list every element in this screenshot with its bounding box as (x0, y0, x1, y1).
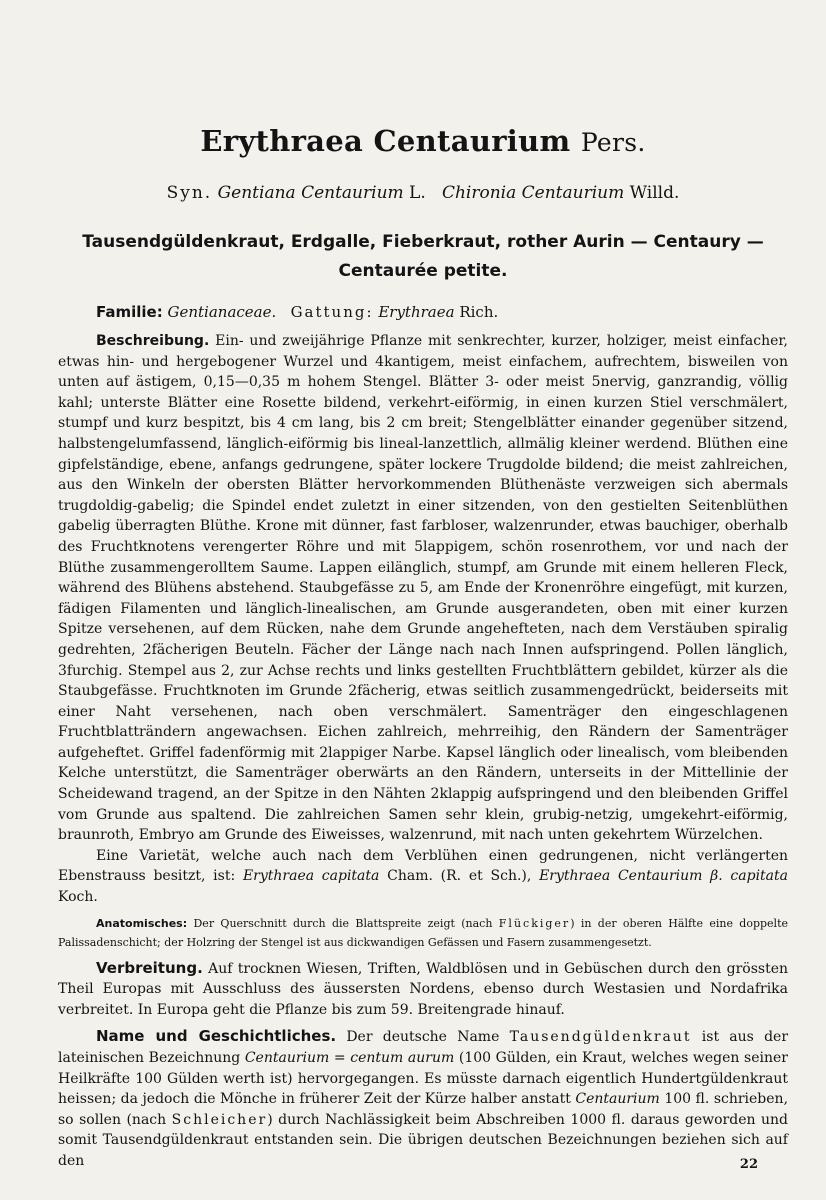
verbreitung-text: Auf trocknen Wiesen, Triften, Waldblösen und in Gebüschen durch den grössten Theil Europas mit Ausschluss des äussersten Nordens, ebenso durch Westasien und Nordafrika verbreitet. In Europa geht die Pflanze bis zum 59. Breitengrade hinauf. (58, 960, 788, 1018)
synonym-1: Gentiana Centaurium (217, 183, 404, 203)
family-value: Gentianaceae. (167, 303, 277, 321)
page-number: 22 (739, 1157, 758, 1172)
anatomisches-post: ) in der oberen Hälfte eine doppelte Palissadenschicht; der Holzring der Stengel ist aus dickwandigen Gefässen und Fasern zusammengesetzt. (58, 916, 789, 949)
name-geschichte-t3: (100 Gülden, ein Kraut, welches wegen seiner Heilkräfte 100 Gülden werth ist) hervorgegangen. Es müsste darnach eigentlich Hundertgüldenkraut heissen; da jedoch die Mönche in früherer Zeit der Kürze halber anstatt (58, 1050, 788, 1108)
name-geschichte-t5: ) durch Nachlässigkeit beim Abschreiben 1000 fl. daraus geworden und somit Tausendgüldenkraut entstanden sein. Die übrigen deutschen Bezeichnungen beziehen sich auf den (58, 1111, 788, 1169)
varietaet-end: Koch. (58, 889, 98, 906)
anatomisches-name: Flückiger (498, 916, 571, 930)
genus-label: Gattung: (290, 303, 374, 321)
varietaet-name-1: Erythraea capitata (242, 868, 380, 885)
genus-value: Erythraea (378, 303, 455, 321)
name-geschichte-name: Tausendgüldenkraut (509, 1029, 692, 1046)
common-names (78, 228, 768, 286)
page-title (58, 124, 788, 158)
species-name: Erythraea Centaurium (200, 124, 571, 158)
genus-author: Rich. (459, 303, 499, 321)
synonym-2-author: Willd. (629, 183, 680, 203)
anatomisches-heading: Anatomisches: (96, 916, 188, 930)
beschreibung-heading: Beschreibung. (96, 333, 210, 349)
common-names-line1: Tausendgüldenkraut, Erdgalle, Fieberkraut, rother Aurin — Centaury — (82, 232, 764, 252)
synonym-1-author: L. (409, 183, 426, 203)
varietaet-paragraph (58, 846, 788, 908)
common-names-line2: Centaurée petite. (338, 261, 508, 281)
family-line (96, 303, 776, 321)
name-geschichte-t1: Der deutsche Name (346, 1029, 500, 1046)
varietaet-text: Eine Varietät, welche auch nach dem Verblühen einen gedrungenen, nicht verlängerten Ebenstrauss besitzt, ist: (58, 847, 788, 885)
document-page (58, 0, 788, 1200)
species-author: Pers. (580, 128, 646, 157)
name-geschichte-t2: ist aus der lateinischen Bezeichnung (58, 1029, 789, 1066)
varietaet-mid: Cham. (R. et Sch.), (387, 868, 532, 885)
name-geschichte-latin: Centaurium = centum aurum (244, 1050, 455, 1066)
beschreibung-text: Ein- und zweijährige Pflanze mit senkrechter, kurzer, holziger, meist einfacher, etwas hin- und hergebogener Wurzel und 4kantigem, meist einfachem, aufrechtem, bisweilen von unten auf ästigem, 0,15—0,35 m hohem Stengel. Blätter 3- oder meist 5nervig, ganzrandig, völlig kahl; unterste Blätter eine Rosette bildend, verkehrt-eiförmig, in einen kurzen Stiel verschmälert, stumpf und kurz bespitzt, bis 4 cm lang, bis 2 cm breit; Stengelblätter einander gegenüber sitzend, halbstengelumfassend, länglich-eiförmig bis lineal-lanzettlich, allmälig kleiner werdend. Blüthen eine gipfelständige, ebene, anfangs gedrungene, später lockere Trugdolde bildend; die meist zahlreichen, aus den Winkeln der obersten Blätter hervorkommenden Blüthenäste verzweigen sich abermals trugdoldig-gabelig; die Spindel endet zuletzt in einer sitzenden, von den gestielten Seitenblüthen gabelig überragten Blüthe. Krone mit dünner, fast farbloser, walzenrunder, etwas bauchiger, oberhalb des Fruchtknotens verengerter Röhre und mit 5lappigem, schön rosenrothem, vor und nach der Blüthe zusammengerolltem Saume. Lappen eilänglich, stumpf, am Grunde mit einem helleren Fleck, während des Blühens abstehend. Staubgefässe zu 5, am Ende der Kronenröhre eingefügt, mit kurzen, fädigen Filamenten und länglich-linealischen, am Grunde ausgerandeten, oben mit einer kurzen Spitze versehenen, auf dem Rücken, nahe dem Grunde angehefteten, nach dem Verstäuben spiralig gedrehten, 2fächerigen Beuteln. Fächer der Länge nach nach Innen aufspringend. Pollen länglich, 3furchig. Stempel aus 2, zur Achse rechts und links gestellten Fruchtblättern gebildet, kürzer als die Staubgefässe. Fruchtknoten im Grunde 2fächerig, etwas seitlich zusammengedrückt, beiderseits mit einer Naht versehenen, nach oben verschmälert. Samenträger den eingeschlagenen Fruchtblatträndern angewachsen. Eichen zahlreich, mehrreihig, den Rändern der Samenträger aufgeheftet. Griffel fadenförmig mit 2lappiger Narbe. Kapsel länglich oder linealisch, vom bleibenden Kelche unterstützt, die Samenträger oberwärts an den Rändern, unterseits in der Mittellinie der Scheidewand tragend, an der Spitze in den Nähten 2klappig aufspringend und den bleibenden Griffel vom Grunde aus spaltend. Die zahlreichen Samen sehr klein, grubig-netzig, umgekehrt-eiförmig, braunroth, Embryo am Grunde des Eiweisses, walzenrund, mit nach unten gekehrtem Würzelchen. (58, 333, 788, 844)
name-geschichte-person: Schleicher (171, 1111, 268, 1128)
verbreitung-paragraph (58, 958, 788, 1021)
name-geschichte-t4: 100 fl. schrieben, so sollen (nach (58, 1091, 789, 1128)
beschreibung-paragraph (58, 331, 788, 846)
varietaet-name-2: Erythraea Centaurium β. capitata (539, 868, 789, 885)
synonym-2: Chironia Centaurium (441, 183, 625, 203)
family-label: Familie: (96, 303, 163, 321)
name-geschichte-heading: Name und Geschichtliches. (96, 1027, 337, 1046)
body-text (58, 331, 788, 1172)
anatomisches-pre: Der Querschnitt durch die Blattspreite zeigt (nach (193, 916, 493, 930)
name-geschichte-paragraph (58, 1026, 788, 1171)
synonyms-label: Syn. (166, 183, 213, 203)
synonyms-line (58, 183, 788, 203)
anatomisches-paragraph (58, 914, 788, 952)
verbreitung-heading: Verbreitung. (96, 958, 203, 977)
name-geschichte-latin2: Centaurium (575, 1091, 660, 1108)
